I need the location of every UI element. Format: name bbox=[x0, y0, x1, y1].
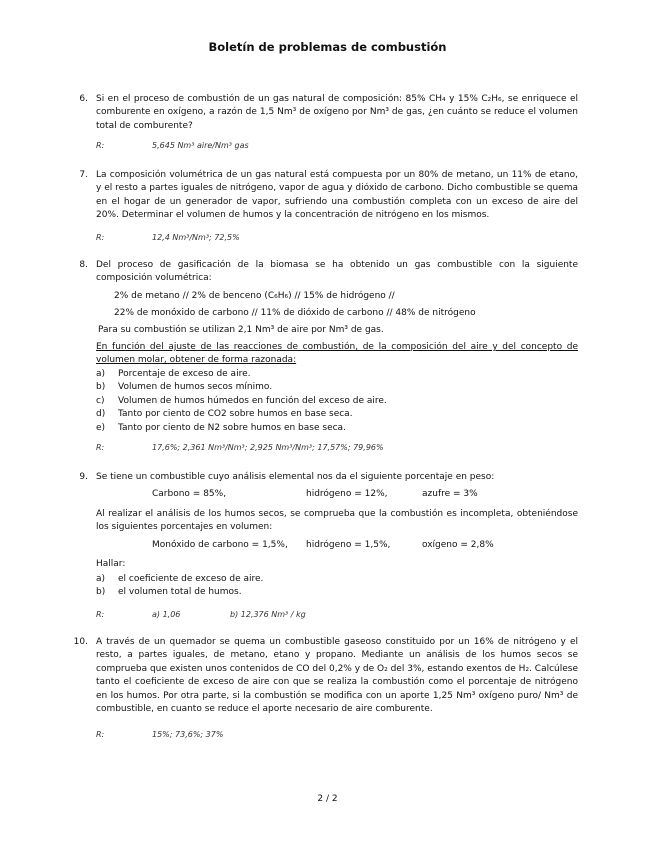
problem-8-answer-label: R: bbox=[96, 443, 105, 452]
item-letter: d) bbox=[96, 409, 106, 420]
smoke-hydrogen: hidrógeno = 1,5%, bbox=[306, 540, 391, 550]
item-letter: e) bbox=[96, 422, 106, 433]
item-text: el coeficiente de exceso de aire. bbox=[118, 574, 264, 584]
problem-9-answer-a: a) 1,06 bbox=[152, 610, 181, 619]
problem-8-item-list bbox=[96, 368, 387, 435]
problem-7-number: 7. bbox=[79, 170, 88, 180]
list-item bbox=[96, 368, 387, 381]
problem-8-composition-line2: 22% de monóxido de carbono // 11% de dióxido de carbono // 48% de nitrógeno bbox=[114, 308, 476, 318]
item-text: Volumen de humos secos mínimo. bbox=[118, 382, 273, 393]
list-item bbox=[96, 573, 263, 586]
smoke-co: Monóxido de carbono = 1,5%, bbox=[152, 540, 288, 550]
list-item bbox=[96, 408, 387, 421]
problem-9-number: 9. bbox=[79, 472, 88, 482]
problem-8-instruction: En función del ajuste de las reacciones de combustión, de la composición del aire y del concepto de volumen molar, obtener de forma razonada: bbox=[96, 342, 578, 366]
list-item bbox=[96, 395, 387, 408]
item-letter: b) bbox=[96, 587, 106, 598]
item-letter: a) bbox=[96, 574, 106, 584]
item-text: Tanto por ciento de N2 sobre humos en base seca. bbox=[118, 422, 346, 433]
item-text: Porcentaje de exceso de aire. bbox=[118, 369, 251, 379]
problem-8-text: Del proceso de gasificación de la biomasa se ha obtenido un gas combustible con la siguiente composición volumétrica: bbox=[96, 260, 578, 284]
problem-7-text: La composición volumétrica de un gas natural está compuesta por un 80% de metano, un 11% de etano, y el resto a partes iguales de nitrógeno, vapor de agua y dióxido de carbono. Dicho combustible se quema en el hogar de un generador de vapor, sufriendo una combustión completa con un exceso de aire del 20%. Determinar el volumen de humos y la concentración de nitrógeno en los mismos. bbox=[96, 170, 578, 221]
problem-9-find-label: Hallar: bbox=[96, 559, 126, 569]
problem-9-item-list bbox=[96, 573, 263, 600]
item-letter: a) bbox=[96, 369, 106, 379]
problem-6-number: 6. bbox=[79, 94, 88, 104]
problem-8-air-line: Para su combustión se utilizan 2,1 Nm³ de aire por Nm³ de gas. bbox=[98, 325, 384, 335]
item-text: el volumen total de humos. bbox=[118, 587, 242, 598]
problem-6-answer: 5,645 Nm³ aire/Nm³ gas bbox=[152, 141, 249, 150]
list-item bbox=[96, 586, 263, 599]
item-text: Tanto por ciento de CO2 sobre humos en base seca. bbox=[118, 409, 353, 420]
problem-7-answer-label: R: bbox=[96, 233, 105, 242]
problem-9-answer-b: b) 12,376 Nm³ / kg bbox=[230, 610, 306, 619]
problem-9-answer-label: R: bbox=[96, 610, 105, 619]
problem-6-text: Si en el proceso de combustión de un gas natural de composición: 85% CH₄ y 15% C₂H₆, se enriquece el comburente en oxígeno, a razón de 1,5 Nm³ de oxígeno por Nm³ de gas, ¿en cuánto se reduce el volumen total de comburente? bbox=[96, 94, 578, 131]
fuel-carbon: Carbono = 85%, bbox=[152, 489, 227, 499]
problem-10-answer: 15%; 73,6%; 37% bbox=[152, 730, 224, 739]
page-title: Boletín de problemas de combustión bbox=[208, 40, 447, 54]
problem-6-answer-label: R: bbox=[96, 141, 105, 150]
problem-9-text2: Al realizar el análisis de los humos secos, se comprueba que la combustión es incompleta, obteniéndose los siguientes porcentajes en volumen: bbox=[96, 509, 578, 533]
list-item bbox=[96, 381, 387, 394]
problem-8-number: 8. bbox=[79, 260, 88, 270]
problem-10-number: 10. bbox=[73, 637, 88, 647]
page-number: 2 / 2 bbox=[317, 794, 338, 804]
problem-10-answer-label: R: bbox=[96, 730, 105, 739]
problem-9-text: Se tiene un combustible cuyo análisis elemental nos da el siguiente porcentaje en peso: bbox=[96, 472, 495, 482]
item-text: Volumen de humos húmedos en función del exceso de aire. bbox=[118, 395, 387, 406]
item-letter: b) bbox=[96, 382, 106, 393]
fuel-hydrogen: hidrógeno = 12%, bbox=[306, 489, 388, 499]
fuel-sulfur: azufre = 3% bbox=[422, 489, 478, 499]
problem-8-composition-line1: 2% de metano // 2% de benceno (C₆H₆) // 15% de hidrógeno // bbox=[114, 291, 395, 301]
smoke-oxygen: oxígeno = 2,8% bbox=[422, 540, 494, 550]
problem-7-answer: 12,4 Nm³/Nm³; 72,5% bbox=[152, 233, 240, 242]
problem-10-text: A través de un quemador se quema un combustible gaseoso constituido por un 16% de nitrógeno y el resto, a partes iguales, de metano, etano y propano. Mediante un análisis de los humos secos se comprueba que existen unos contenidos de CO del 0,2% y de O₂ del 3%, estando exentos de H₂. Calcúlese tanto el coeficiente de exceso de aire con que se realiza la combustión como el porcentaje de nitrógeno en los humos. Por otra parte, si la combustión se modifica con un aporte 1,25 Nm³ oxígeno puro/ Nm³ de combustible, en cuanto se reduce el aporte necesario de aire comburente. bbox=[96, 637, 578, 715]
item-letter: c) bbox=[96, 395, 105, 406]
problem-8-answer: 17,6%; 2,361 Nm³/Nm³; 2,925 Nm³/Nm³; 17,57%; 79,96% bbox=[152, 443, 384, 452]
list-item bbox=[96, 422, 387, 435]
